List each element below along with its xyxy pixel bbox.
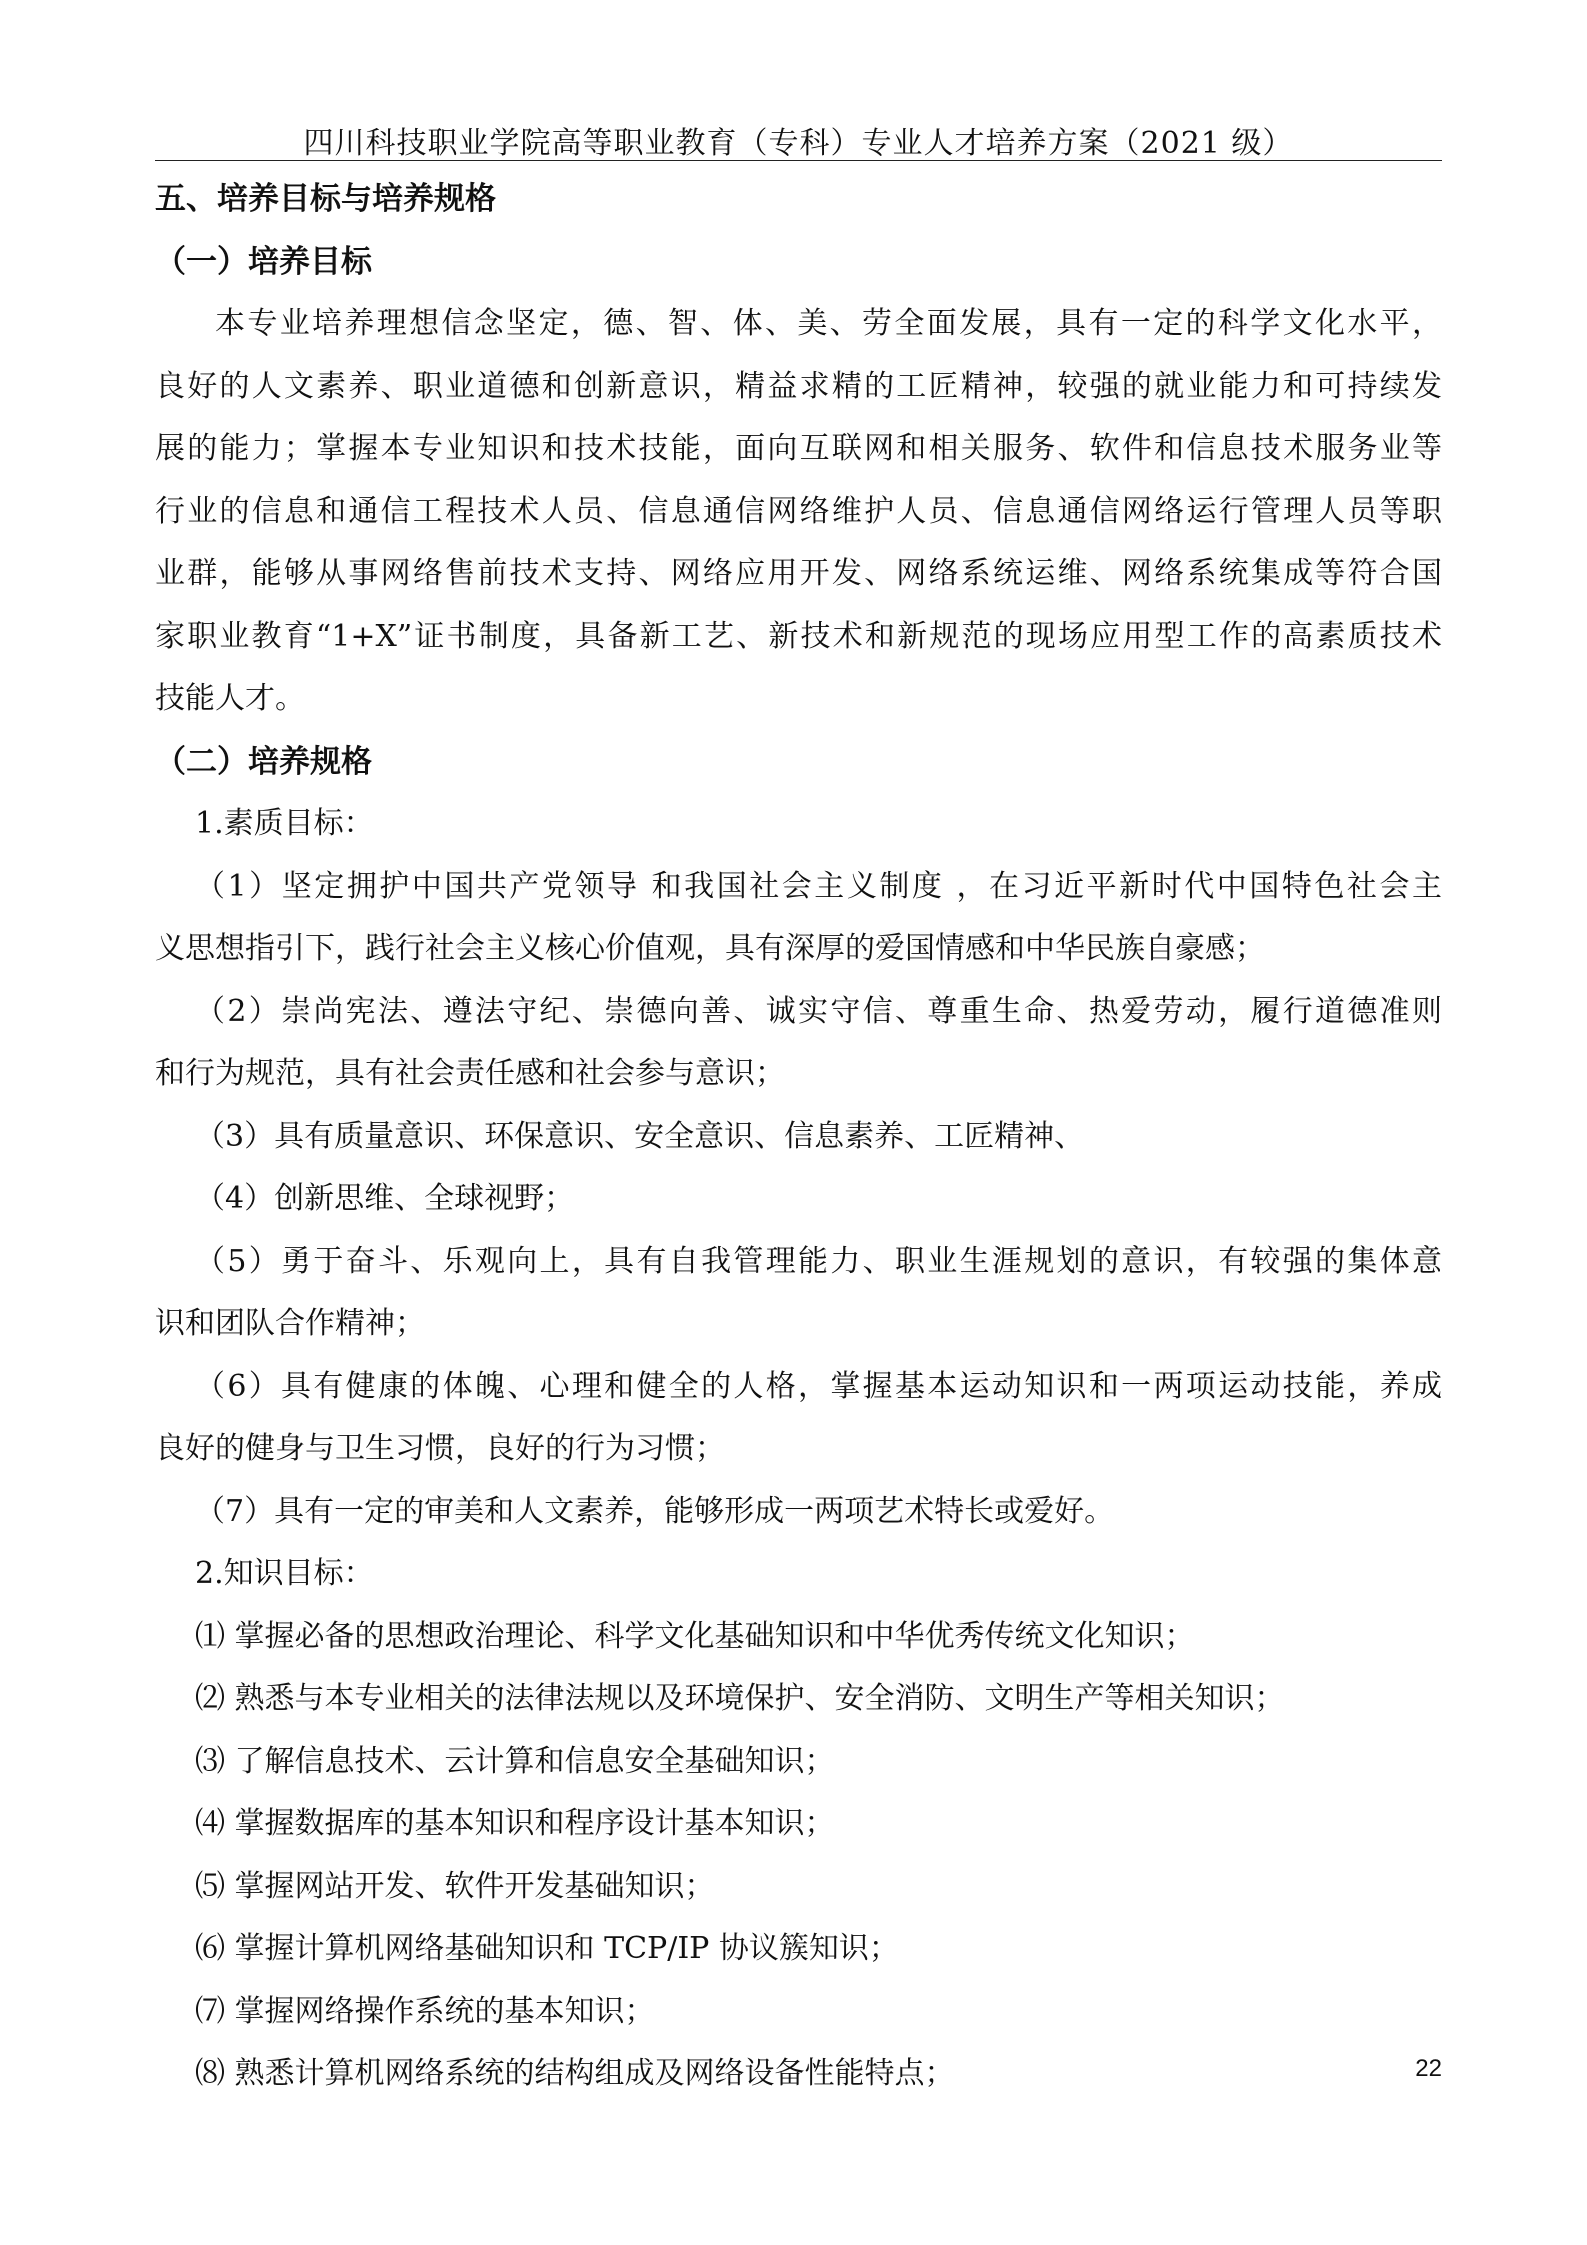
knowledge-item-line: ⑵ 熟悉与本专业相关的法律法规以及环境保护、安全消防、文明生产等相关知识； — [195, 1681, 1285, 1716]
knowledge-item-line: ⑺ 掌握网络操作系统的基本知识； — [195, 1993, 655, 2029]
goal-paragraph-line: 展的能力；掌握本专业知识和技术技能，面向互联网和相关服务、软件和信息技术服务业等 — [155, 431, 1442, 466]
quality-item-line: 良好的健身与卫生习惯，良好的行为习惯； — [155, 1431, 725, 1466]
quality-item-line: （2）崇尚宪法、遵法守纪、崇德向善、诚实守信、尊重生命、热爱劳动，履行道德准则 — [195, 993, 1442, 1029]
quality-item-line: （4）创新思维、全球视野； — [195, 1181, 575, 1216]
quality-item-line: （5）勇于奋斗、乐观向上，具有自我管理能力、职业生涯规划的意识，有较强的集体意 — [195, 1243, 1442, 1279]
page-header: 四川科技职业学院高等职业教育（专科）专业人才培养方案（2021 级） — [303, 126, 1294, 161]
quality-subheading: 1.素质目标： — [195, 806, 374, 841]
knowledge-item-line: ⑻ 熟悉计算机网络系统的结构组成及网络设备性能特点； — [195, 2056, 955, 2091]
quality-item-line: 和行为规范，具有社会责任感和社会参与意识； — [155, 1056, 785, 1091]
knowledge-item-line: ⑸ 掌握网站开发、软件开发基础知识； — [195, 1868, 715, 1904]
quality-item-line: （1）坚定拥护中国共产党领导 和我国社会主义制度 ，在习近平新时代中国特色社会主 — [195, 868, 1442, 904]
quality-item-line: （6）具有健康的体魄、心理和健全的人格，掌握基本运动知识和一两项运动技能，养成 — [195, 1368, 1442, 1404]
quality-item-line: （3）具有质量意识、环保意识、安全意识、信息素养、工匠精神、 — [195, 1118, 1085, 1154]
quality-item-line: 识和团队合作精神； — [155, 1306, 425, 1341]
knowledge-item-line: ⑴ 掌握必备的思想政治理论、科学文化基础知识和中华优秀传统文化知识； — [195, 1618, 1195, 1654]
goal-paragraph-line: 业群，能够从事网络售前技术支持、网络应用开发、网络系统运维、网络系统集成等符合国 — [155, 556, 1442, 591]
quality-item-line: 义思想指引下，践行社会主义核心价值观，具有深厚的爱国情感和中华民族自豪感； — [155, 931, 1265, 966]
knowledge-subheading: 2.知识目标： — [195, 1556, 374, 1591]
header-divider — [155, 160, 1442, 161]
quality-item-line: （7）具有一定的审美和人文素养，能够形成一两项艺术特长或爱好。 — [195, 1493, 1115, 1529]
page-number: 22 — [1415, 2055, 1442, 2082]
knowledge-item-line: ⑷ 掌握数据库的基本知识和程序设计基本知识； — [195, 1806, 835, 1841]
knowledge-item-line: ⑶ 了解信息技术、云计算和信息安全基础知识； — [195, 1743, 835, 1779]
goal-paragraph-line: 本专业培养理想信念坚定，德、智、体、美、劳全面发展，具有一定的科学文化水平， — [215, 306, 1442, 341]
section-heading: 五、培养目标与培养规格 — [155, 181, 496, 217]
goal-paragraph-line: 良好的人文素养、职业道德和创新意识，精益求精的工匠精神，较强的就业能力和可持续发 — [155, 368, 1442, 404]
goal-paragraph-line: 技能人才。 — [155, 681, 305, 716]
spec-heading: （二）培养规格 — [155, 743, 372, 780]
goal-heading: （一）培养目标 — [155, 243, 372, 280]
page-content — [155, 168, 1442, 2106]
goal-paragraph-line: 家职业教育“1+X”证书制度，具备新工艺、新技术和新规范的现场应用型工作的高素质技术 — [155, 618, 1442, 654]
knowledge-item-line: ⑹ 掌握计算机网络基础知识和 TCP/IP 协议簇知识； — [195, 1931, 899, 1966]
goal-paragraph-line: 行业的信息和通信工程技术人员、信息通信网络维护人员、信息通信网络运行管理人员等职 — [155, 493, 1442, 529]
